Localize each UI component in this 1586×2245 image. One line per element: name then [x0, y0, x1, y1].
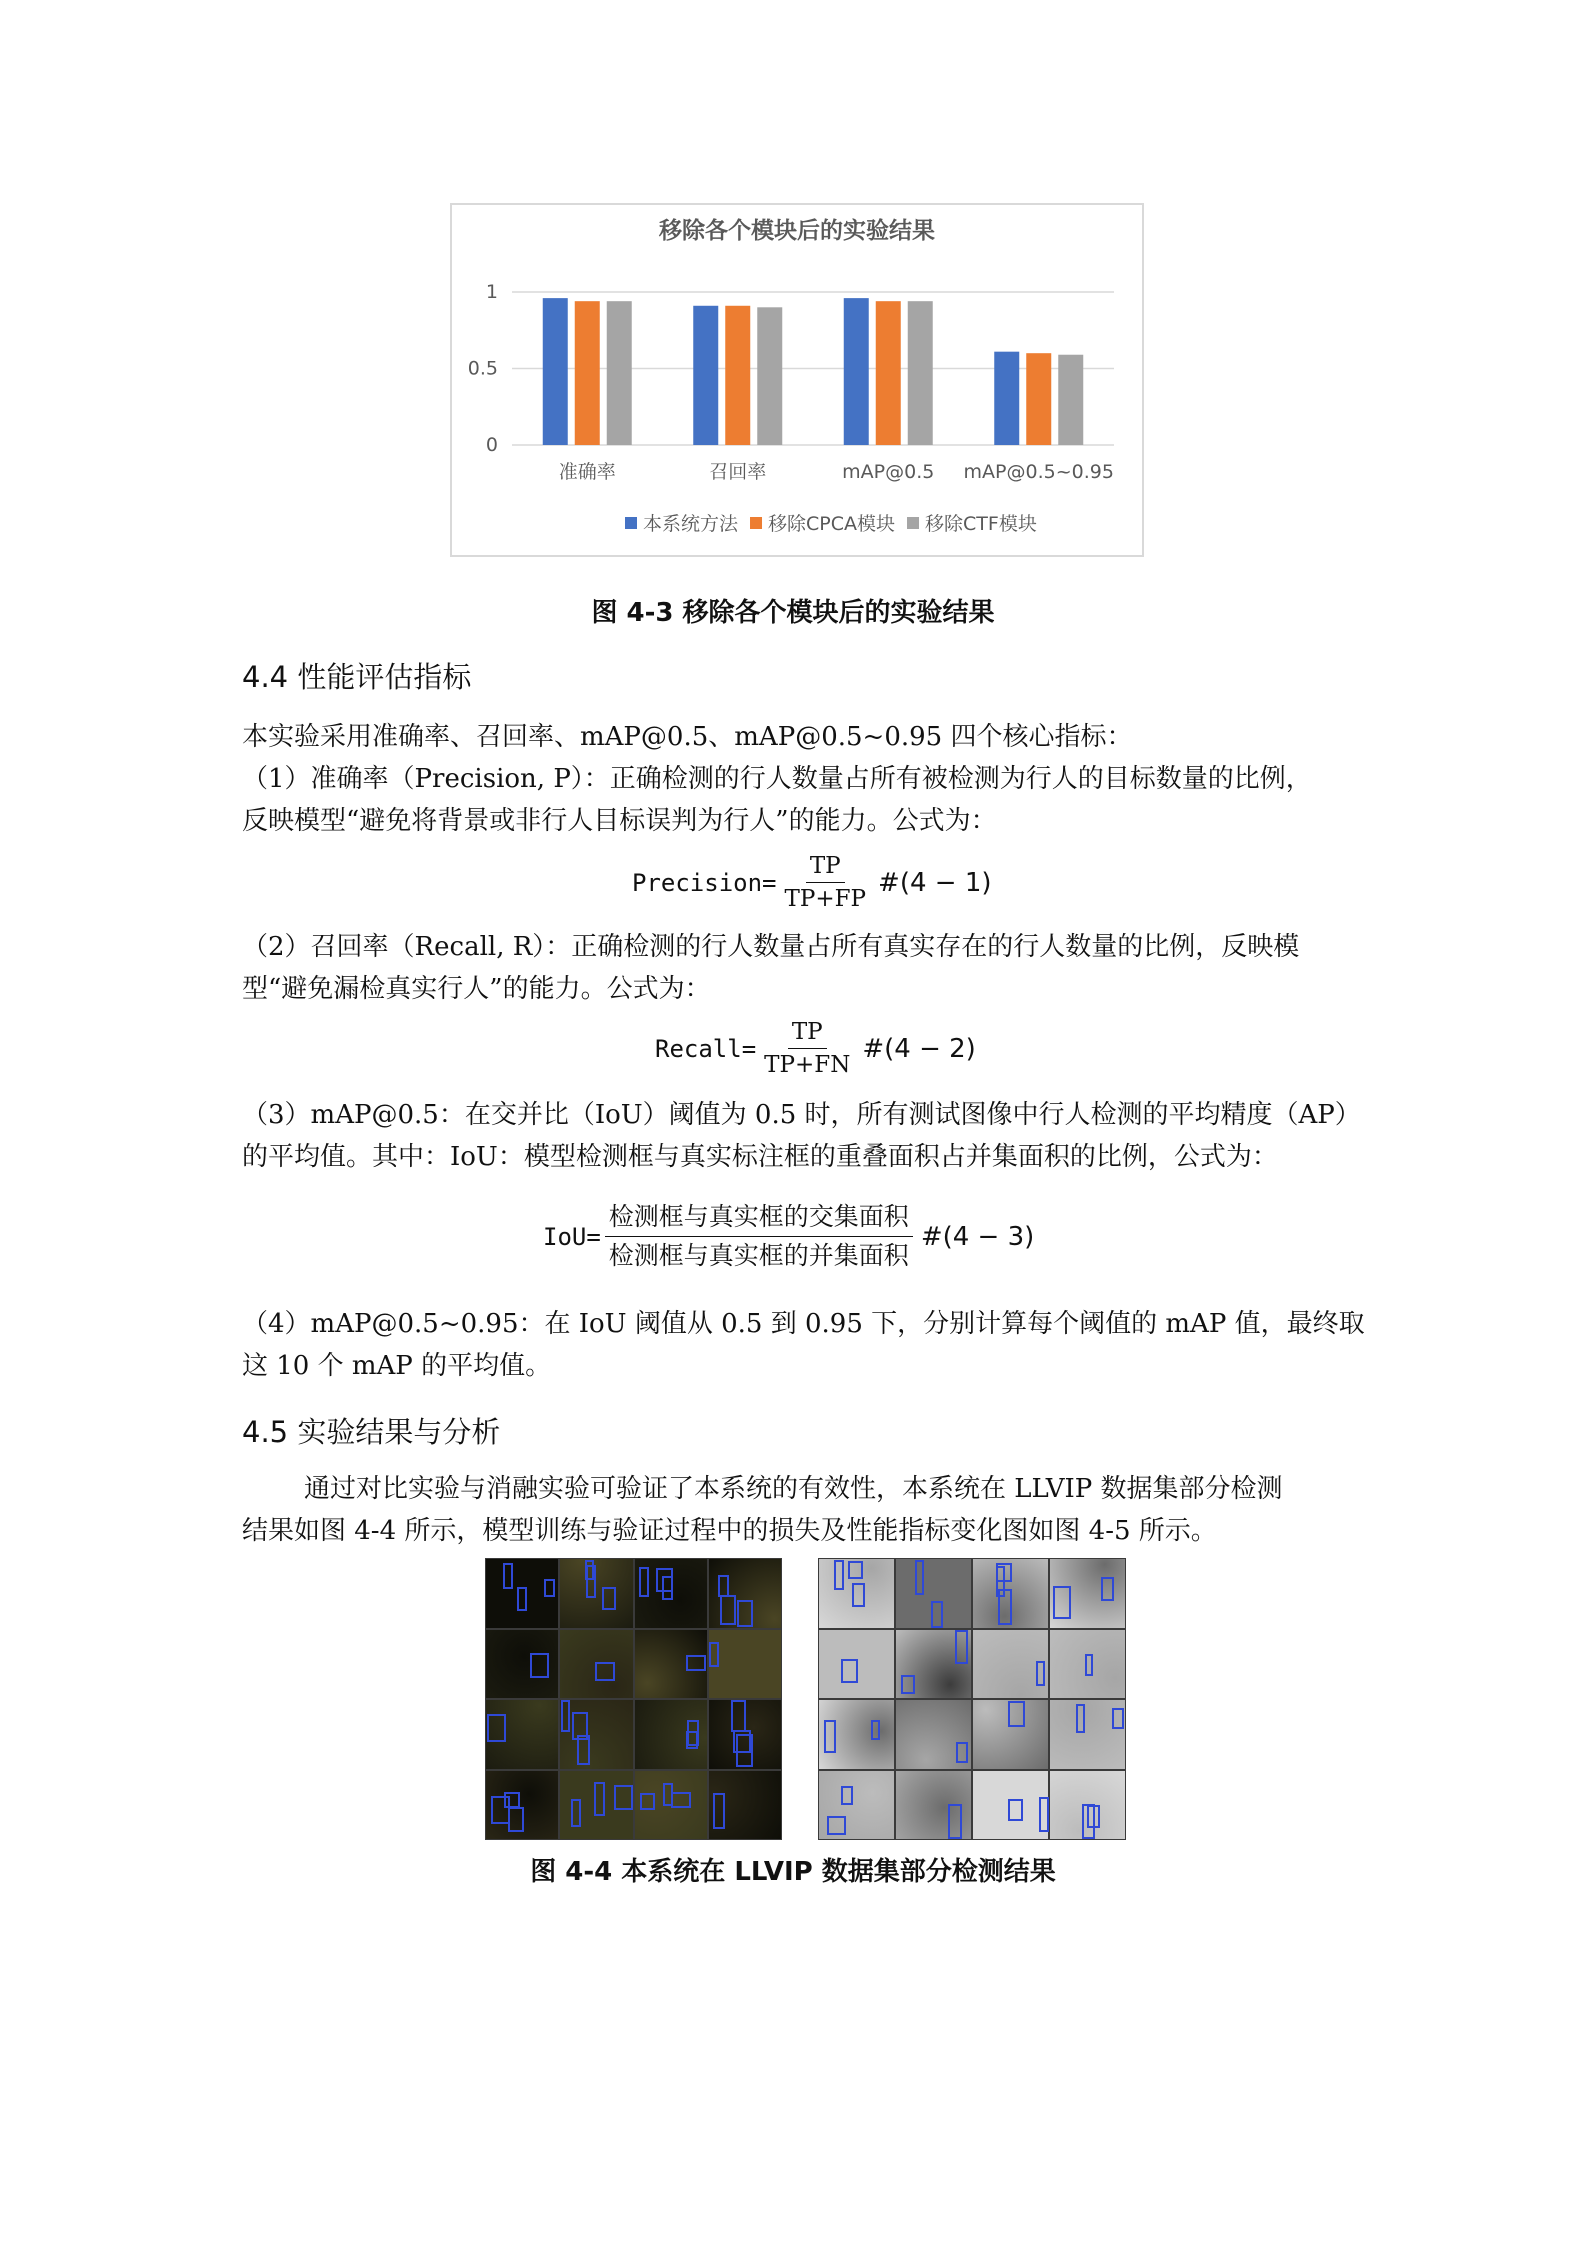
detection-box [736, 1734, 753, 1767]
detection-box [595, 1662, 615, 1680]
map-0-5-line-2: 的平均值。其中：IoU：模型检测框与真实标注框的重叠面积占并集面积的比例，公式为： [242, 1142, 1278, 1172]
detection-box [1008, 1701, 1025, 1727]
detection-box [955, 1630, 968, 1664]
detection-box [841, 1659, 858, 1682]
mosaic-tile [559, 1699, 633, 1770]
detection-box [1101, 1577, 1114, 1601]
section-4-4-body [242, 716, 1352, 842]
bar-1-2 [757, 307, 782, 445]
bar-0-1 [575, 301, 600, 445]
detection-box [996, 1563, 1012, 1581]
detection-box [956, 1742, 969, 1763]
detection-box [824, 1720, 837, 1753]
equation-tag-4-2: #(4 − 2) [862, 1033, 976, 1064]
iou-numerator: 检测框与真实框的交集面积 [605, 1200, 913, 1237]
precision-numerator: TP [806, 852, 845, 883]
recall-line-2: 型“避免漏检真实行人”的能力。公式为： [242, 974, 711, 1004]
detection-box [491, 1796, 510, 1824]
bar-2-1 [876, 301, 901, 445]
iou-formula-lhs: IoU= [543, 1222, 601, 1251]
bar-2-2 [908, 301, 933, 445]
bar-3-0 [994, 352, 1019, 445]
results-line-2: 结果如图 4-4 所示，模型训练与验证过程中的损失及性能指标变化图如图 4-5 所示。 [242, 1516, 1217, 1546]
infrared-detection-image [818, 1558, 1126, 1840]
bar-3-1 [1026, 353, 1051, 445]
map-range-line-1: （4）mAP@0.5~0.95：在 IoU 阈值从 0.5 到 0.95 下，分别计算每个阈值的 mAP 值，最终取 [242, 1309, 1365, 1339]
bar-1-1 [725, 306, 750, 445]
x-tick-label: 准确率 [558, 461, 616, 483]
detection-box [713, 1793, 725, 1829]
detection-box [948, 1804, 962, 1839]
x-tick-label: 召回率 [709, 461, 767, 483]
detection-box [602, 1587, 617, 1610]
map-0-5-line-1: （3）mAP@0.5：在交并比（IoU）阈值为 0.5 时，所有测试图像中行人检测的平均精度（AP） [242, 1100, 1361, 1130]
chart-canvas [452, 205, 1142, 555]
detection-box [1085, 1654, 1093, 1676]
detection-box [1112, 1708, 1124, 1729]
detection-box [686, 1655, 706, 1672]
legend-swatch-1 [750, 517, 762, 529]
visible-light-detection-image [485, 1558, 782, 1840]
map-0-5-0-95-paragraph [242, 1303, 1365, 1387]
iou-denominator: 检测框与真实框的并集面积 [608, 1241, 909, 1270]
detection-box [915, 1560, 924, 1595]
detection-box [571, 1799, 581, 1827]
detection-box [572, 1712, 588, 1740]
detection-box [508, 1807, 525, 1832]
y-tick-label: 0 [485, 434, 498, 456]
recall-denominator: TP+FN [764, 1052, 851, 1078]
detection-box [640, 1793, 654, 1810]
legend-swatch-2 [907, 517, 919, 529]
detection-box [544, 1579, 555, 1597]
detection-box [614, 1785, 633, 1810]
bar-1-0 [693, 306, 718, 445]
detection-box [848, 1561, 863, 1580]
detection-box [720, 1595, 736, 1625]
bar-0-0 [543, 298, 568, 445]
detection-box [852, 1583, 865, 1607]
bar-2-0 [844, 298, 869, 445]
detection-box [487, 1714, 506, 1741]
precision-fraction [781, 852, 871, 913]
section-4-5-heading: 4.5 实验结果与分析 [242, 1415, 501, 1449]
recall-formula [655, 1018, 976, 1079]
detection-box [731, 1700, 746, 1732]
precision-denominator: TP+FP [784, 886, 867, 912]
chart-title: 移除各个模块后的实验结果 [659, 218, 935, 244]
detection-box [671, 1792, 691, 1808]
figure-4-3-caption: 图 4-3 移除各个模块后的实验结果 [591, 598, 995, 628]
equation-tag-4-3: #(4 − 3) [920, 1221, 1035, 1252]
section-4-5-body [242, 1468, 1352, 1552]
x-tick-label: mAP@0.5 [842, 461, 935, 483]
detection-box [585, 1560, 594, 1579]
detection-box [998, 1589, 1012, 1625]
equation-tag-4-1: #(4 − 1) [878, 867, 992, 898]
y-tick-label: 0.5 [467, 357, 498, 380]
legend-swatch-0 [625, 517, 637, 529]
detection-box [1036, 1661, 1045, 1686]
detection-box [931, 1601, 943, 1628]
detection-box [686, 1731, 698, 1748]
precision-line-2: 反映模型“避免将背景或非行人目标误判为行人”的能力。公式为： [242, 806, 997, 836]
iou-formula [543, 1200, 1034, 1273]
figure-4-4-caption: 图 4-4 本系统在 LLVIP 数据集部分检测结果 [530, 1857, 1056, 1887]
recall-formula-lhs: Recall= [655, 1034, 757, 1063]
detection-box [1076, 1704, 1085, 1733]
precision-formula-lhs: Precision= [632, 868, 777, 897]
section-4-4-heading: 4.4 性能评估指标 [242, 660, 472, 694]
detection-box [639, 1567, 649, 1597]
ablation-bar-chart [450, 203, 1144, 557]
detection-box [517, 1587, 527, 1610]
legend-label-0: 本系统方法 [643, 513, 739, 535]
recall-fraction [760, 1018, 854, 1079]
detection-box [1008, 1799, 1023, 1821]
detection-box [718, 1575, 729, 1597]
y-tick-label: 1 [485, 281, 498, 303]
detection-box [709, 1642, 720, 1667]
detection-box [530, 1653, 549, 1677]
detection-box [841, 1786, 853, 1805]
detection-box [594, 1782, 605, 1815]
recall-numerator: TP [788, 1018, 827, 1049]
detection-box [901, 1675, 914, 1693]
intro-line: 本实验采用准确率、召回率、mAP@0.5、mAP@0.5~0.95 四个核心指标： [242, 722, 1133, 752]
detection-box [561, 1700, 569, 1733]
map-0-5-paragraph [242, 1094, 1361, 1178]
legend-label-1: 移除CPCA模块 [768, 513, 896, 535]
recall-paragraph [242, 926, 1352, 1010]
detection-box [834, 1560, 844, 1590]
results-line-1: 通过对比实验与消融实验可验证了本系统的有效性，本系统在 LLVIP 数据集部分检测 [304, 1474, 1283, 1504]
bar-3-2 [1058, 355, 1083, 445]
bar-0-2 [607, 301, 632, 445]
detection-box [656, 1568, 673, 1592]
detection-box [827, 1816, 846, 1835]
recall-line-1: （2）召回率（Recall, R）：正确检测的行人数量占所有真实存在的行人数量的比例，反映模 [242, 932, 1300, 962]
precision-line-1: （1）准确率（Precision, P）：正确检测的行人数量占所有被检测为行人的目标数量的比例， [242, 764, 1312, 794]
detection-box [1087, 1805, 1100, 1829]
detection-box [737, 1600, 753, 1628]
detection-box [503, 1563, 513, 1589]
precision-formula [632, 852, 992, 913]
iou-fraction [605, 1200, 913, 1273]
detection-box [1039, 1797, 1049, 1832]
legend-label-2: 移除CTF模块 [925, 513, 1037, 535]
detection-box [871, 1720, 880, 1740]
detection-box [1053, 1586, 1071, 1619]
x-tick-label: mAP@0.5~0.95 [963, 461, 1114, 483]
map-range-line-2: 这 10 个 mAP 的平均值。 [242, 1351, 552, 1381]
